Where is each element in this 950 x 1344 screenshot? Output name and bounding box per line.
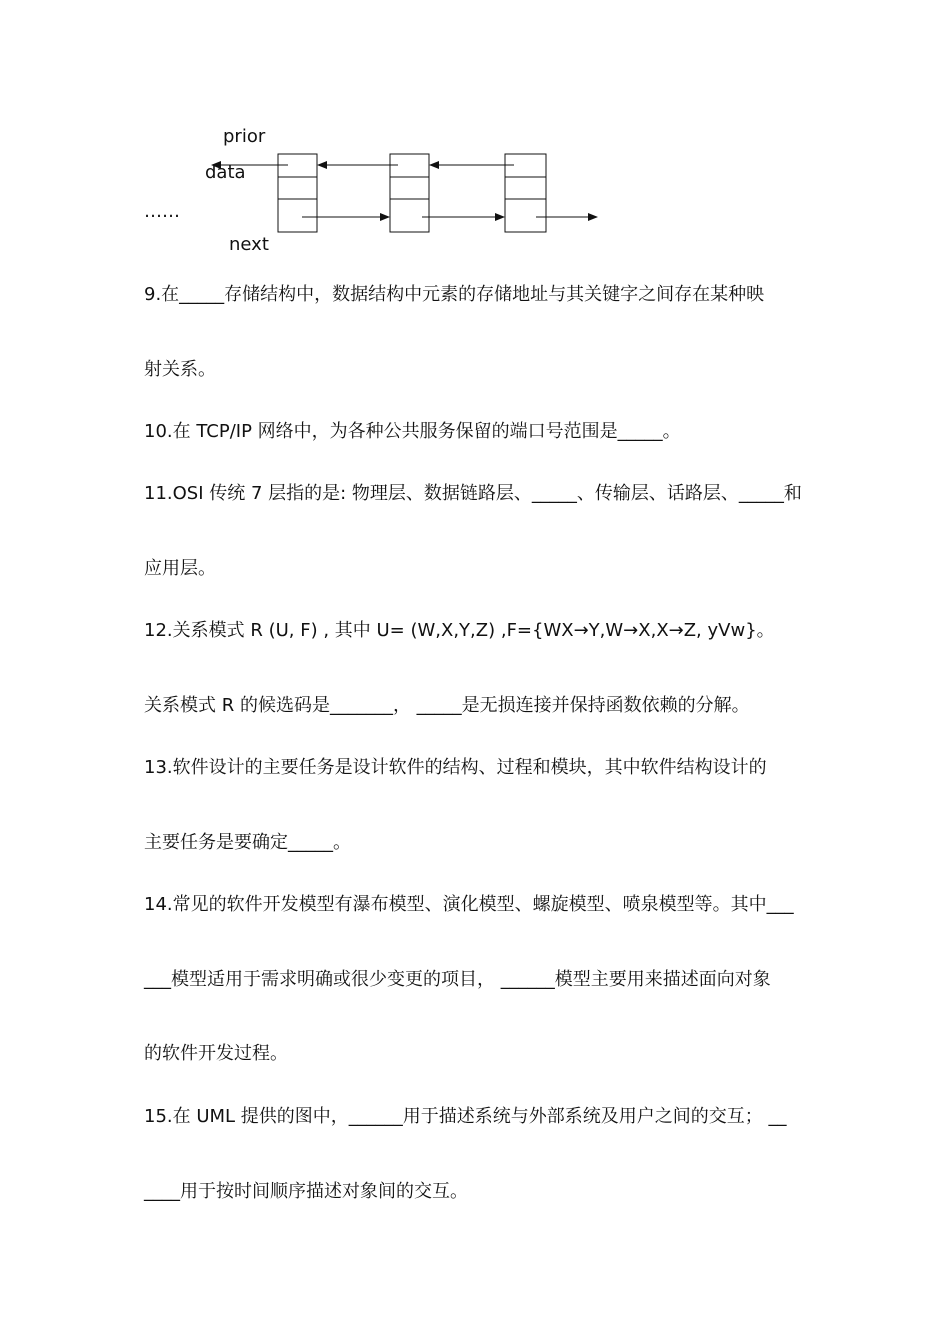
question-15-line-1: 15.在 UML 提供的图中，______用于描述系统与外部系统及用户之间的交互； __: [144, 1106, 787, 1127]
next-label: next: [229, 234, 269, 255]
ellipsis-label: ……: [144, 201, 180, 222]
list-node-1: [278, 154, 317, 232]
question-14-line-1: 14.常见的软件开发模型有瀑布模型、演化模型、螺旋模型、喷泉模型等。其中___: [144, 894, 794, 915]
question-13-line-1: 13.软件设计的主要任务是设计软件的结构、过程和模块，其中软件结构设计的: [144, 757, 767, 778]
question-9-line-2: 射关系。: [144, 359, 216, 380]
linked-list-svg: [0, 0, 950, 270]
list-node-3: [505, 154, 546, 232]
doubly-linked-list-diagram: [0, 0, 950, 270]
question-9-line-1: 9.在_____存储结构中，数据结构中元素的存储地址与其关键字之间存在某种映: [144, 284, 765, 305]
question-13-line-2: 主要任务是要确定_____。: [144, 832, 351, 853]
question-12-line-2: 关系模式 R 的候选码是_______， _____是无损连接并保持函数依赖的分解。: [144, 695, 750, 716]
question-11-line-1: 11.OSI 传统 7 层指的是: 物理层、数据链路层、_____、传输层、话路层、_____和: [144, 483, 802, 504]
list-node-2: [390, 154, 429, 232]
data-label: data: [205, 162, 246, 183]
question-14-line-3: 的软件开发过程。: [144, 1043, 288, 1064]
question-12-line-1: 12.关系模式 R (U, F) , 其中 U= (W,X,Y,Z) ,F={WX→Y,W→X,X→Z, yVw}。: [144, 620, 775, 641]
question-10-line-1: 10.在 TCP/IP 网络中，为各种公共服务保留的端口号范围是_____。: [144, 421, 681, 442]
question-15-line-2: ____用于按时间顺序描述对象间的交互。: [144, 1181, 468, 1202]
prior-label: prior: [223, 126, 266, 147]
question-14-line-2: ___模型适用于需求明确或很少变更的项目， ______模型主要用来描述面向对象: [144, 969, 771, 990]
question-11-line-2: 应用层。: [144, 558, 216, 579]
